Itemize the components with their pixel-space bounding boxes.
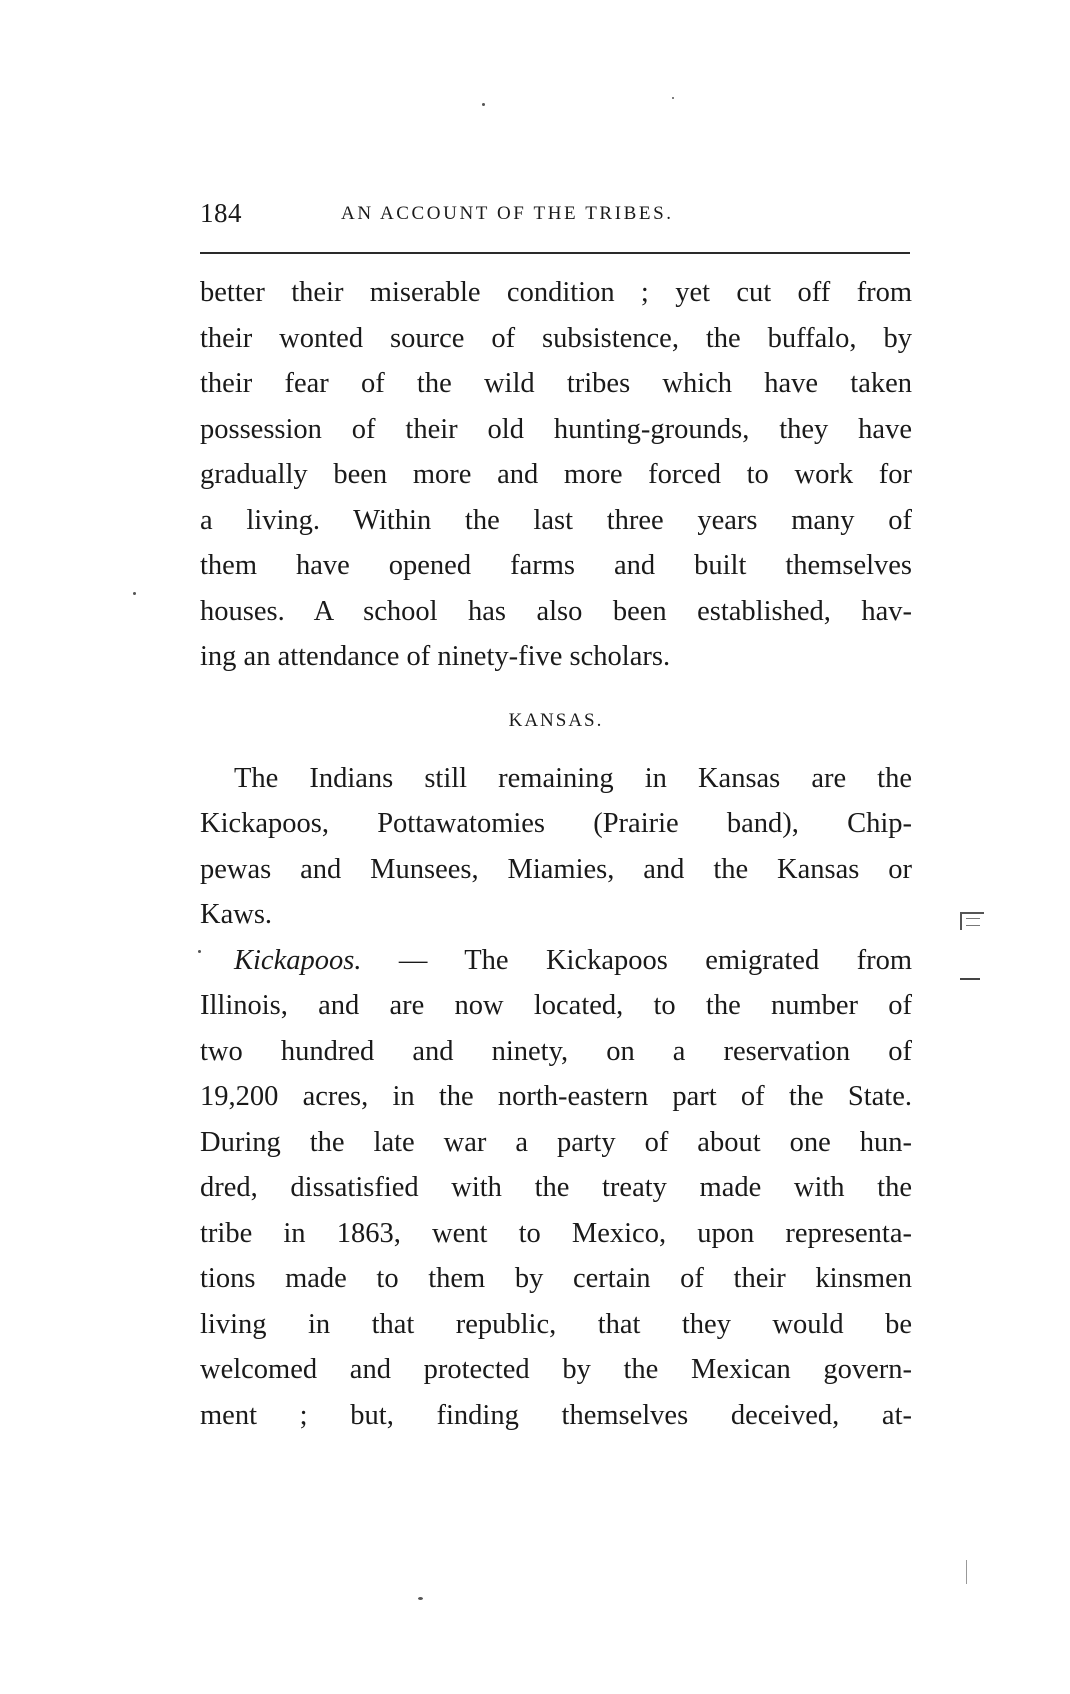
ink-speck <box>966 1560 967 1584</box>
page-number: 184 <box>200 198 242 228</box>
text-line: a living. Within the last three years many of <box>200 504 912 536</box>
running-head <box>200 198 910 232</box>
text-line: The Indians still remaining in Kansas are the <box>234 762 912 794</box>
text-line: houses. A school has also been established, hav- <box>200 595 912 627</box>
text-line: tions made to them by certain of their kinsmen <box>200 1263 912 1294</box>
text-line: better their miserable condition ; yet cut off from <box>200 277 912 308</box>
text-line: them have opened farms and built themselves <box>200 550 912 581</box>
paragraph-first-line-rest: — The Kickapoos emigrated from <box>361 944 912 976</box>
text-line: their fear of the wild tribes which have taken <box>200 368 912 399</box>
paragraph-lead-term: Kickapoos. <box>234 944 362 976</box>
text-line: dred, dissatisfied with the treaty made with the <box>200 1172 912 1203</box>
ink-speck <box>418 1597 423 1600</box>
ink-speck <box>133 592 136 595</box>
text-line: Kaws. <box>200 899 273 930</box>
text-line: gradually been more and more forced to work for <box>200 459 912 490</box>
margin-marks <box>960 912 986 992</box>
text-line: living in that republic, that they would be <box>200 1308 912 1340</box>
text-line: Illinois, and are now located, to the number of <box>200 990 912 1021</box>
text-line: 19,200 acres, in the north-eastern part of the State. <box>200 1081 912 1112</box>
text-line: pewas and Munsees, Miamies, and the Kansas or <box>200 853 912 885</box>
text-line: welcomed and protected by the Mexican govern- <box>200 1354 912 1385</box>
text-line: their wonted source of subsistence, the buffalo, by <box>200 322 912 354</box>
ink-speck <box>672 97 674 99</box>
header-rule <box>200 252 910 254</box>
text-line: During the late war a party of about one hun- <box>200 1126 912 1158</box>
body-text <box>200 270 912 1438</box>
text-line: ing an attendance of ninety-five scholars. <box>200 641 671 672</box>
text-line: Kickapoos, Pottawatomies (Prairie band), Chip- <box>200 808 912 839</box>
paragraph-first-line <box>200 938 912 984</box>
margin-dash-icon <box>960 978 980 980</box>
section-heading: KANSAS. <box>508 709 604 731</box>
margin-mark-icon <box>960 912 984 930</box>
ink-speck <box>482 103 485 106</box>
text-line: two hundred and ninety, on a reservation of <box>200 1035 912 1067</box>
text-line: ment ; but, finding themselves deceived, at- <box>200 1399 912 1431</box>
ink-speck <box>198 950 201 953</box>
text-line: possession of their old hunting-grounds, they have <box>200 413 912 445</box>
text-line: tribe in 1863, went to Mexico, upon representa- <box>200 1217 912 1249</box>
running-title: AN ACCOUNT OF THE TRIBES. <box>341 203 674 224</box>
